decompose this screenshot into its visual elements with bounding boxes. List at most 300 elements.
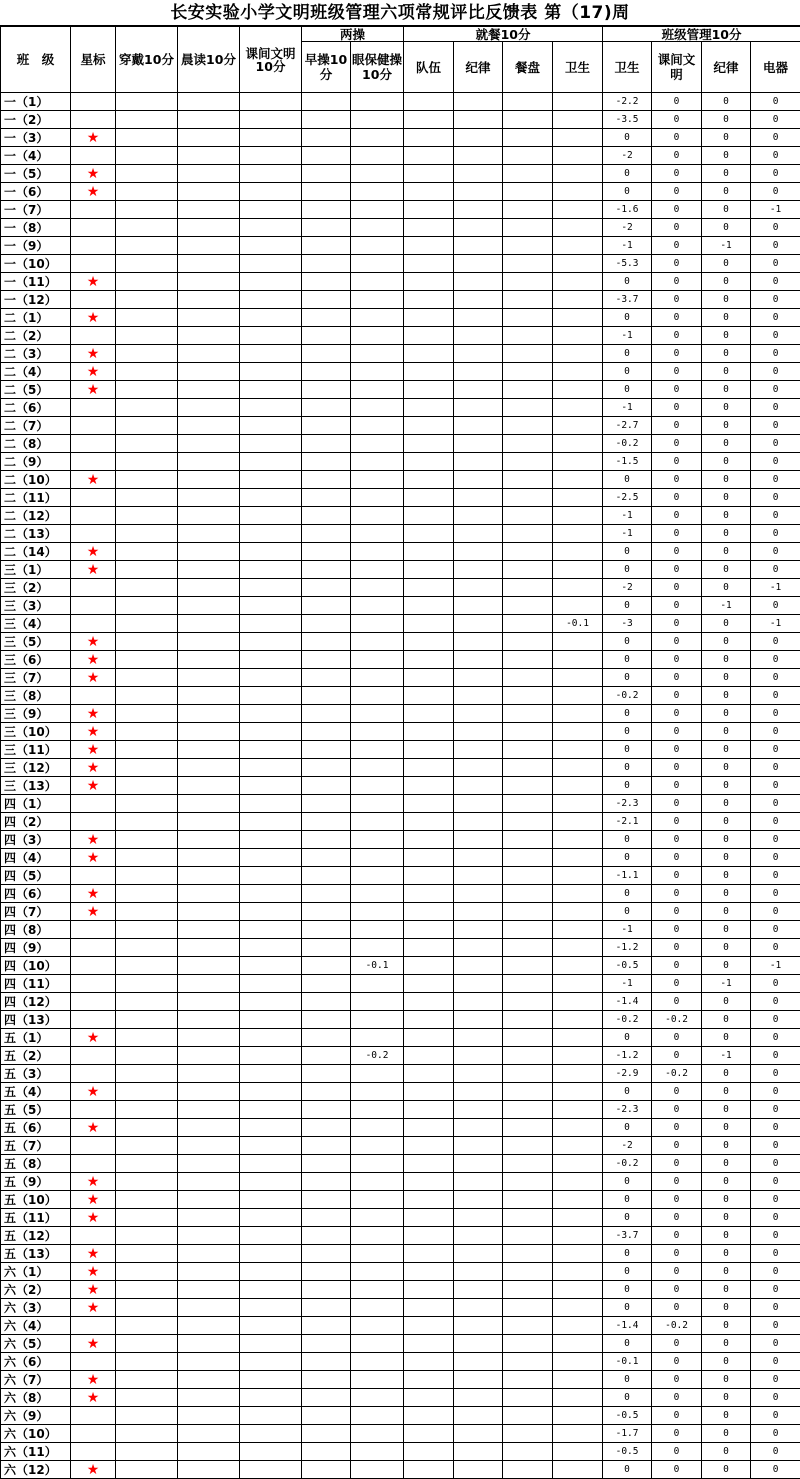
electric-cell: 0 <box>751 1047 800 1065</box>
meal-discipline-cell <box>454 1389 503 1407</box>
morning-exercise-cell <box>302 1335 351 1353</box>
hygiene-cell: 0 <box>603 849 652 867</box>
table-row <box>1 507 800 525</box>
break-civility-2-cell: 0 <box>652 111 702 129</box>
dress-cell <box>116 687 178 705</box>
tray-cell <box>503 795 553 813</box>
meal-discipline-cell <box>454 903 503 921</box>
class-name-cell: 六（3） <box>1 1299 71 1317</box>
break-civility-2-cell: 0 <box>652 525 702 543</box>
discipline-cell: 0 <box>702 579 751 597</box>
morning-exercise-cell <box>302 1317 351 1335</box>
break-civility-2-cell: 0 <box>652 453 702 471</box>
electric-cell: 0 <box>751 903 800 921</box>
meal-hygiene-cell <box>553 1353 603 1371</box>
tray-cell <box>503 327 553 345</box>
meal-hygiene-cell <box>553 543 603 561</box>
break-civility-2-cell: 0 <box>652 201 702 219</box>
discipline-cell: 0 <box>702 687 751 705</box>
tray-cell <box>503 921 553 939</box>
hygiene-cell: -3.7 <box>603 291 652 309</box>
break-civility-2-cell: 0 <box>652 381 702 399</box>
meal-discipline-cell <box>454 849 503 867</box>
break-civility-cell <box>240 489 302 507</box>
hygiene-cell: 0 <box>603 1209 652 1227</box>
break-civility-2-cell: 0 <box>652 633 702 651</box>
break-civility-cell <box>240 1371 302 1389</box>
discipline-cell: 0 <box>702 1371 751 1389</box>
table-row <box>1 579 800 597</box>
queue-cell <box>404 165 454 183</box>
star-cell <box>71 435 116 453</box>
break-civility-cell <box>240 795 302 813</box>
eye-exercise-cell <box>351 363 404 381</box>
hygiene-cell: 0 <box>603 543 652 561</box>
tray-cell <box>503 1209 553 1227</box>
electric-cell: 0 <box>751 417 800 435</box>
dress-cell <box>116 831 178 849</box>
discipline-cell: 0 <box>702 1335 751 1353</box>
class-name-cell: 六（2） <box>1 1281 71 1299</box>
morning-exercise-cell <box>302 309 351 327</box>
queue-cell <box>404 1101 454 1119</box>
star-cell: ★ <box>71 1461 116 1479</box>
break-civility-cell <box>240 1209 302 1227</box>
star-cell: ★ <box>71 651 116 669</box>
tray-cell <box>503 1281 553 1299</box>
class-name-cell: 六（8） <box>1 1389 71 1407</box>
morning-read-cell <box>178 849 240 867</box>
queue-cell <box>404 651 454 669</box>
eye-exercise-cell <box>351 507 404 525</box>
dress-cell <box>116 1191 178 1209</box>
meal-discipline-cell <box>454 1407 503 1425</box>
hygiene-cell: 0 <box>603 1191 652 1209</box>
discipline-cell: 0 <box>702 399 751 417</box>
morning-read-cell <box>178 885 240 903</box>
hygiene-cell: 0 <box>603 705 652 723</box>
morning-read-cell <box>178 957 240 975</box>
tray-cell <box>503 1119 553 1137</box>
break-civility-cell <box>240 1335 302 1353</box>
star-cell <box>71 327 116 345</box>
queue-cell <box>404 129 454 147</box>
meal-hygiene-cell <box>553 1119 603 1137</box>
tray-cell <box>503 867 553 885</box>
break-civility-2-cell: 0 <box>652 777 702 795</box>
class-name-cell: 二（10） <box>1 471 71 489</box>
break-civility-2-cell: 0 <box>652 219 702 237</box>
eye-exercise-cell <box>351 633 404 651</box>
break-civility-2-cell: 0 <box>652 255 702 273</box>
class-name-cell: 四（6） <box>1 885 71 903</box>
star-cell: ★ <box>71 1299 116 1317</box>
table-row <box>1 291 800 309</box>
tray-cell <box>503 507 553 525</box>
hygiene-cell: 0 <box>603 345 652 363</box>
table-row <box>1 1101 800 1119</box>
break-civility-2-cell: 0 <box>652 1227 702 1245</box>
queue-cell <box>404 1011 454 1029</box>
tray-cell <box>503 975 553 993</box>
tray-cell <box>503 1461 553 1479</box>
star-cell <box>71 1011 116 1029</box>
electric-cell: 0 <box>751 1317 800 1335</box>
morning-exercise-cell <box>302 219 351 237</box>
break-civility-2-cell: 0 <box>652 1245 702 1263</box>
star-cell <box>71 1353 116 1371</box>
queue-cell <box>404 1173 454 1191</box>
dress-cell <box>116 903 178 921</box>
break-civility-cell <box>240 1011 302 1029</box>
morning-read-cell <box>178 1263 240 1281</box>
meal-hygiene-cell <box>553 633 603 651</box>
break-civility-2-cell: 0 <box>652 273 702 291</box>
electric-cell: 0 <box>751 471 800 489</box>
star-cell <box>71 813 116 831</box>
electric-cell: 0 <box>751 1173 800 1191</box>
break-civility-cell <box>240 273 302 291</box>
electric-cell: 0 <box>751 1119 800 1137</box>
break-civility-cell <box>240 921 302 939</box>
morning-exercise-cell <box>302 1191 351 1209</box>
dress-cell <box>116 1317 178 1335</box>
discipline-cell: 0 <box>702 921 751 939</box>
class-name-cell: 三（4） <box>1 615 71 633</box>
meal-hygiene-cell <box>553 885 603 903</box>
table-row <box>1 399 800 417</box>
queue-cell <box>404 1263 454 1281</box>
class-name-cell: 四（13） <box>1 1011 71 1029</box>
meal-discipline-cell <box>454 777 503 795</box>
electric-cell: 0 <box>751 561 800 579</box>
meal-hygiene-cell <box>553 1191 603 1209</box>
discipline-cell: 0 <box>702 93 751 111</box>
star-cell: ★ <box>71 741 116 759</box>
eye-exercise-cell <box>351 831 404 849</box>
tray-cell <box>503 1155 553 1173</box>
meal-discipline-cell <box>454 759 503 777</box>
discipline-cell: 0 <box>702 723 751 741</box>
electric-cell: 0 <box>751 1443 800 1461</box>
tray-cell <box>503 525 553 543</box>
electric-cell: 0 <box>751 651 800 669</box>
break-civility-2-cell: 0 <box>652 1029 702 1047</box>
morning-read-cell <box>178 1155 240 1173</box>
break-civility-2-cell: 0 <box>652 741 702 759</box>
class-name-cell: 六（7） <box>1 1371 71 1389</box>
dress-cell <box>116 795 178 813</box>
morning-read-cell <box>178 759 240 777</box>
table-row <box>1 831 800 849</box>
meal-hygiene-cell <box>553 867 603 885</box>
break-civility-cell <box>240 93 302 111</box>
eye-exercise-cell <box>351 795 404 813</box>
dress-cell <box>116 1155 178 1173</box>
eye-exercise-cell <box>351 651 404 669</box>
eye-exercise-cell <box>351 1227 404 1245</box>
break-civility-2-cell: 0 <box>652 507 702 525</box>
morning-exercise-cell <box>302 903 351 921</box>
break-civility-cell <box>240 525 302 543</box>
meal-discipline-cell <box>454 1209 503 1227</box>
electric-cell: 0 <box>751 597 800 615</box>
queue-cell <box>404 1317 454 1335</box>
queue-cell <box>404 759 454 777</box>
morning-read-cell <box>178 741 240 759</box>
table-row <box>1 1317 800 1335</box>
morning-read-cell <box>178 579 240 597</box>
discipline-cell: 0 <box>702 885 751 903</box>
break-civility-cell <box>240 1101 302 1119</box>
star-cell <box>71 255 116 273</box>
tray-cell <box>503 669 553 687</box>
hygiene-cell: 0 <box>603 1371 652 1389</box>
tray-cell <box>503 885 553 903</box>
queue-cell <box>404 1425 454 1443</box>
morning-read-cell <box>178 399 240 417</box>
meal-discipline-cell <box>454 615 503 633</box>
star-cell <box>71 1137 116 1155</box>
table-row <box>1 1011 800 1029</box>
star-cell <box>71 1155 116 1173</box>
dress-cell <box>116 273 178 291</box>
dress-cell <box>116 1011 178 1029</box>
morning-exercise-cell <box>302 183 351 201</box>
star-cell <box>71 291 116 309</box>
meal-discipline-cell <box>454 885 503 903</box>
tray-cell <box>503 183 553 201</box>
hygiene-cell: -0.5 <box>603 957 652 975</box>
break-civility-2-cell: 0 <box>652 903 702 921</box>
discipline-cell: 0 <box>702 1011 751 1029</box>
hygiene-cell: -2.3 <box>603 795 652 813</box>
electric-cell: 0 <box>751 669 800 687</box>
morning-exercise-cell <box>302 507 351 525</box>
meal-discipline-cell <box>454 291 503 309</box>
dress-cell <box>116 1101 178 1119</box>
morning-exercise-cell <box>302 723 351 741</box>
electric-cell: 0 <box>751 1407 800 1425</box>
hygiene-cell: -2 <box>603 579 652 597</box>
break-civility-cell <box>240 1191 302 1209</box>
queue-cell <box>404 471 454 489</box>
dress-cell <box>116 975 178 993</box>
discipline-cell: -1 <box>702 975 751 993</box>
meal-discipline-cell <box>454 237 503 255</box>
queue-cell <box>404 723 454 741</box>
meal-discipline-cell <box>454 525 503 543</box>
class-name-cell: 四（1） <box>1 795 71 813</box>
hygiene-cell: 0 <box>603 1245 652 1263</box>
morning-read-cell <box>178 705 240 723</box>
tray-cell <box>503 471 553 489</box>
tray-cell <box>503 417 553 435</box>
dress-cell <box>116 993 178 1011</box>
break-civility-2-cell: 0 <box>652 1263 702 1281</box>
break-civility-cell <box>240 1047 302 1065</box>
hygiene-cell: 0 <box>603 831 652 849</box>
star-cell: ★ <box>71 543 116 561</box>
tray-cell <box>503 831 553 849</box>
class-name-cell: 二（12） <box>1 507 71 525</box>
electric-cell: 0 <box>751 489 800 507</box>
hygiene-cell: 0 <box>603 1263 652 1281</box>
class-name-cell: 三（9） <box>1 705 71 723</box>
eye-exercise-cell <box>351 1011 404 1029</box>
break-civility-cell <box>240 471 302 489</box>
tray-cell <box>503 489 553 507</box>
morning-read-cell <box>178 975 240 993</box>
star-cell: ★ <box>71 1281 116 1299</box>
meal-hygiene-cell <box>553 399 603 417</box>
hygiene-cell: 0 <box>603 903 652 921</box>
break-civility-2-cell: 0 <box>652 1389 702 1407</box>
tray-cell <box>503 1263 553 1281</box>
tray-cell <box>503 939 553 957</box>
tray-cell <box>503 1227 553 1245</box>
meal-discipline-cell <box>454 1245 503 1263</box>
break-civility-cell <box>240 1227 302 1245</box>
dress-cell <box>116 471 178 489</box>
meal-hygiene-cell <box>553 939 603 957</box>
meal-discipline-cell <box>454 183 503 201</box>
queue-cell <box>404 1227 454 1245</box>
discipline-cell: 0 <box>702 1461 751 1479</box>
morning-exercise-cell <box>302 525 351 543</box>
meal-hygiene-cell <box>553 435 603 453</box>
star-cell <box>71 975 116 993</box>
header-meal-discipline: 纪律 <box>454 42 503 93</box>
class-name-cell: 三（11） <box>1 741 71 759</box>
class-name-cell: 五（11） <box>1 1209 71 1227</box>
meal-hygiene-cell <box>553 795 603 813</box>
dress-cell <box>116 363 178 381</box>
morning-read-cell <box>178 489 240 507</box>
discipline-cell: 0 <box>702 1101 751 1119</box>
discipline-cell: 0 <box>702 1443 751 1461</box>
eye-exercise-cell <box>351 1461 404 1479</box>
queue-cell <box>404 561 454 579</box>
meal-discipline-cell <box>454 561 503 579</box>
break-civility-2-cell: 0 <box>652 885 702 903</box>
meal-hygiene-cell <box>553 453 603 471</box>
discipline-cell: 0 <box>702 381 751 399</box>
hygiene-cell: -1 <box>603 237 652 255</box>
star-cell: ★ <box>71 1029 116 1047</box>
star-cell: ★ <box>71 363 116 381</box>
morning-exercise-cell <box>302 453 351 471</box>
morning-exercise-cell <box>302 1029 351 1047</box>
meal-hygiene-cell <box>553 111 603 129</box>
hygiene-cell: -2 <box>603 219 652 237</box>
eye-exercise-cell <box>351 1245 404 1263</box>
eye-exercise-cell <box>351 903 404 921</box>
hygiene-cell: -3.5 <box>603 111 652 129</box>
hygiene-cell: -5.3 <box>603 255 652 273</box>
discipline-cell: -1 <box>702 1047 751 1065</box>
discipline-cell: 0 <box>702 1209 751 1227</box>
dress-cell <box>116 111 178 129</box>
table-row <box>1 255 800 273</box>
meal-discipline-cell <box>454 219 503 237</box>
hygiene-cell: -1.7 <box>603 1425 652 1443</box>
morning-exercise-cell <box>302 1425 351 1443</box>
eye-exercise-cell <box>351 1065 404 1083</box>
eye-exercise-cell <box>351 399 404 417</box>
electric-cell: 0 <box>751 1461 800 1479</box>
break-civility-2-cell: 0 <box>652 471 702 489</box>
table-row <box>1 723 800 741</box>
class-name-cell: 一（5） <box>1 165 71 183</box>
morning-exercise-cell <box>302 147 351 165</box>
meal-hygiene-cell: -0.1 <box>553 615 603 633</box>
class-name-cell: 二（3） <box>1 345 71 363</box>
star-cell <box>71 1101 116 1119</box>
queue-cell <box>404 1353 454 1371</box>
break-civility-2-cell: 0 <box>652 849 702 867</box>
class-name-cell: 二（14） <box>1 543 71 561</box>
discipline-cell: 0 <box>702 1317 751 1335</box>
meal-hygiene-cell <box>553 1011 603 1029</box>
dress-cell <box>116 777 178 795</box>
queue-cell <box>404 957 454 975</box>
table-row <box>1 885 800 903</box>
discipline-cell: 0 <box>702 1425 751 1443</box>
class-name-cell: 一（11） <box>1 273 71 291</box>
queue-cell <box>404 1209 454 1227</box>
break-civility-cell <box>240 1263 302 1281</box>
hygiene-cell: 0 <box>603 633 652 651</box>
table-row <box>1 165 800 183</box>
star-cell <box>71 957 116 975</box>
meal-hygiene-cell <box>553 1461 603 1479</box>
morning-read-cell <box>178 1281 240 1299</box>
morning-exercise-cell <box>302 921 351 939</box>
queue-cell <box>404 597 454 615</box>
break-civility-cell <box>240 165 302 183</box>
eye-exercise-cell <box>351 273 404 291</box>
morning-read-cell <box>178 1353 240 1371</box>
break-civility-2-cell: 0 <box>652 561 702 579</box>
meal-hygiene-cell <box>553 381 603 399</box>
star-cell <box>71 867 116 885</box>
table-row <box>1 993 800 1011</box>
electric-cell: 0 <box>751 993 800 1011</box>
queue-cell <box>404 111 454 129</box>
hygiene-cell: -0.5 <box>603 1443 652 1461</box>
morning-exercise-cell <box>302 831 351 849</box>
meal-hygiene-cell <box>553 471 603 489</box>
dress-cell <box>116 525 178 543</box>
header-meal: 就餐10分 <box>404 27 603 42</box>
morning-read-cell <box>178 1191 240 1209</box>
hygiene-cell: -1.6 <box>603 201 652 219</box>
discipline-cell: 0 <box>702 957 751 975</box>
break-civility-cell <box>240 345 302 363</box>
eye-exercise-cell <box>351 201 404 219</box>
electric-cell: 0 <box>751 129 800 147</box>
break-civility-cell <box>240 849 302 867</box>
tray-cell <box>503 1335 553 1353</box>
class-name-cell: 四（9） <box>1 939 71 957</box>
discipline-cell: 0 <box>702 183 751 201</box>
break-civility-2-cell: 0 <box>652 399 702 417</box>
meal-discipline-cell <box>454 201 503 219</box>
break-civility-cell <box>240 1155 302 1173</box>
meal-hygiene-cell <box>553 777 603 795</box>
class-name-cell: 四（11） <box>1 975 71 993</box>
